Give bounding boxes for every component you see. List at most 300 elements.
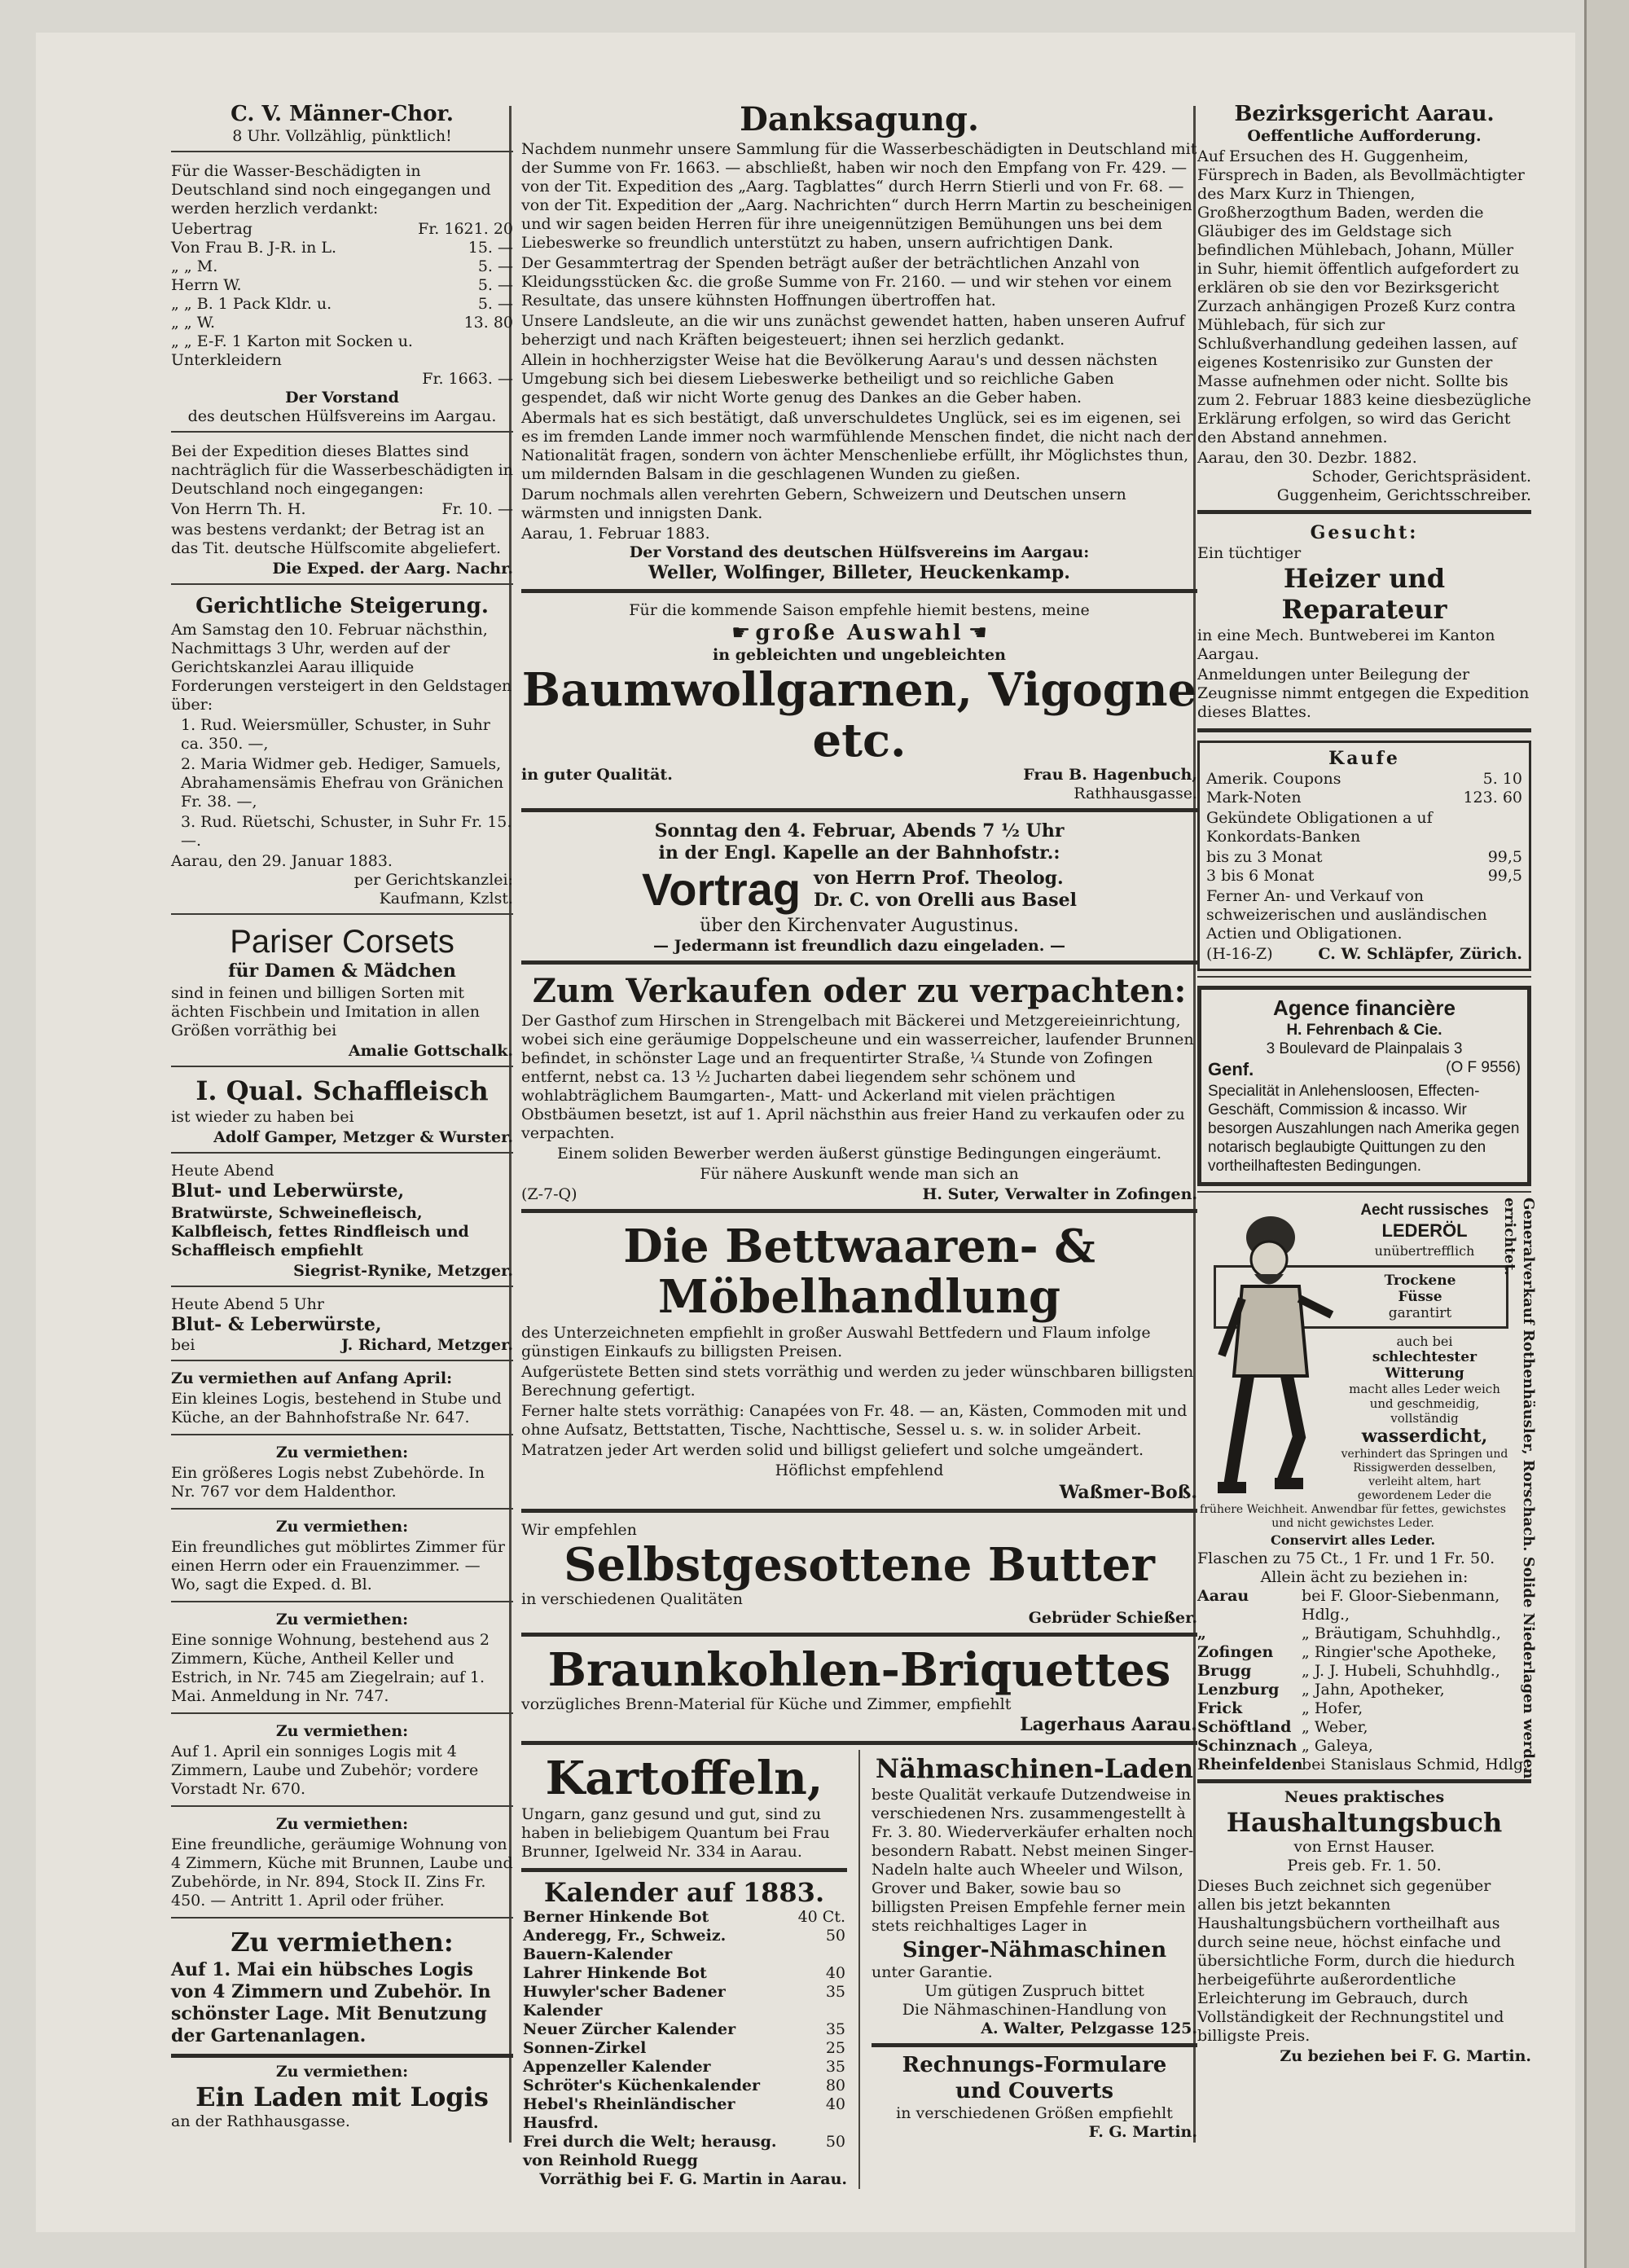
column-right <box>1197 98 1537 2066</box>
dealer-place: Brugg <box>1197 1662 1252 1680</box>
corsets-sig: Amalie Gottschalk. <box>348 1042 513 1060</box>
danksagung-sig1: Der Vorstand des deutschen Hülfsvereins im Aargau: <box>629 543 1090 561</box>
vermieten5-text: Auf 1. April ein sonniges Logis mit 4 Zimmern, Laube und Zubehör; vordere Vorstadt Nr. 670. <box>171 1743 479 1798</box>
spenden-intro: Für die Wasser-Beschädigten in Deutschland sind noch eingegangen und werden herzlich verdankt: <box>171 162 491 218</box>
naehmaschinen-p1: beste Qualität verkaufe Dutzendweise in verschiedenen Nrs. zusammengestellt à Fr. 3. 80. Wiederverkäufer erhalten noch besondern Rabatt. Nebst meinen Singer-Nadeln halte auch Wheeler und Wilson, Grover und Baker, sowie bau so billigsten Preisen Empfehle ferner mein stets reichhaltiges Lager in <box>872 1786 1194 1935</box>
bezirk-sub: Oeffentliche Aufforderung. <box>1247 127 1482 145</box>
steigerung-sig2: Kaufmann, Kzlst. <box>379 890 513 908</box>
kalender-label: Hebel's Rheinländischer Hausfrd. <box>523 2095 735 2132</box>
dealer-row <box>1197 1718 1531 1737</box>
bezirk-text: Auf Ersuchen des H. Guggenheim, Fürsprech in Baden, als Bevollmächtigter des Marx Kurz in Thiengen, Großherzogthum Baden, werden die Gläubiger des im Geldstage sich befindlichen Mühlebach, Johann, Müller in Suhr, hiemit öffentlich aufgefordert zu erklären ob sie den vor Bezirksgericht Zurzach anhängigen Prozeß Kurz contra Mühlebach, für sich zur Schlußverhandlung gedeihen lassen, auf eigenes Kostenrisiko zur Gunsten der Masse aufnehmen oder nicht. Sollte bis zum 2. Februar 1883 keine diesbezügliche Erklärung erfolgen, so wird das Gericht den Abstand annehmen. <box>1197 147 1531 446</box>
dealer-place: Rheinfelden <box>1197 1756 1303 1774</box>
vortrag-head <box>521 864 1197 915</box>
kaufe-row-value: 99,5 <box>1487 867 1522 885</box>
kalender-price: 80 <box>825 2077 845 2094</box>
steigerung-date: Aarau, den 29. Januar 1883. <box>171 852 393 870</box>
kaufe-box <box>1197 741 1531 971</box>
ad-verkaufen <box>521 969 1197 1213</box>
spenden-row-label: „ „ W. <box>171 314 216 332</box>
spenden-row-value: Fr. 1621. 20 <box>418 220 513 238</box>
vermieten7-text: Auf 1. Mai ein hübsches Logis von 4 Zimmern und Zubehör. In schönster Lage. Mit Benutzung der Gartenanlagen. <box>171 1959 491 2046</box>
kalender-row <box>521 2020 847 2039</box>
kaufe-row <box>1206 789 1522 807</box>
gesucht-pre: Ein tüchtiger <box>1197 544 1302 562</box>
kalender-label: Lahrer Hinkende Bot <box>523 1964 707 1982</box>
gesucht-title: Gesucht: <box>1310 522 1419 543</box>
gesucht-text: in eine Mech. Buntweberei im Kanton Aargau. <box>1197 626 1495 663</box>
vermieten8-text: an der Rathhausgasse. <box>171 2112 350 2130</box>
spenden-row-value: 5. — <box>477 276 513 294</box>
lederoel-price: Flaschen zu 75 Ct., 1 Fr. und 1 Fr. 50. <box>1197 1549 1495 1567</box>
split-rule <box>858 1750 860 2189</box>
steigerung-title: Gerichtliche Steigerung. <box>195 594 489 618</box>
vermieten2-title: Zu vermiethen: <box>275 1444 409 1461</box>
kalender-price: 40 <box>825 1964 845 1982</box>
page-edge <box>1584 0 1629 2268</box>
agence-firm: H. Fehrenbach & Cie. <box>1286 1022 1442 1039</box>
danksagung-p6: Darum nochmals allen verehrten Gebern, Schweizern und Deutschen unsern wärmsten und innigsten Dank. <box>521 486 1126 522</box>
lederoel-body2: schlechtester Witterung <box>1372 1349 1478 1382</box>
kalender-row <box>521 2058 847 2077</box>
haushalt-by: von Ernst Hauser. <box>1293 1838 1435 1856</box>
blutwurst2-text: bei <box>171 1336 195 1354</box>
verkaufen-footer <box>521 1185 1197 1204</box>
column-middle <box>521 98 1197 2189</box>
ad-vermieten-7 <box>171 1923 513 2058</box>
baumwolle-sig: Frau B. Hagenbuch, <box>1023 766 1197 784</box>
lederoel-badge2: Füsse <box>1398 1289 1442 1305</box>
kaufe-row-value: 123. 60 <box>1463 789 1522 807</box>
ad-vortrag <box>521 817 1197 965</box>
naehmaschinen-sig: A. Walter, Pelzgasse 125. <box>981 2020 1197 2037</box>
bezirk-sig1: Schoder, Gerichtspräsident. <box>1311 468 1531 486</box>
pointing-hand-right-icon: ☛ <box>731 621 751 645</box>
lederoel-badge1: Trockene <box>1384 1272 1456 1289</box>
ad-blutwurst-2 <box>171 1292 513 1361</box>
blutwurst2-title: Blut- & Leberwürste, <box>171 1314 382 1335</box>
vermieten8-title: Zu vermiethen: <box>275 2063 409 2081</box>
naehmaschinen-big: Singer-Nähmaschinen <box>902 1938 1167 1963</box>
bettwaaren-sig: Waßmer-Boß. <box>1059 1482 1197 1503</box>
kalender-row <box>521 2077 847 2095</box>
steigerung-item: 3. Rud. Rüetschi, Schuster, in Suhr Fr. 15. —. <box>181 813 512 850</box>
vortrag-by1: von Herrn Prof. Theolog. <box>814 868 1064 889</box>
ad-corsets <box>171 920 513 1067</box>
spenden-sig2: des deutschen Hülfsvereins im Aargau. <box>187 407 497 425</box>
vermieten4-title: Zu vermiethen: <box>275 1611 409 1628</box>
pointing-hand-left-icon: ☚ <box>968 621 987 645</box>
dealer-place: Schöftland <box>1197 1718 1292 1736</box>
ad-vermieten-2 <box>171 1440 513 1510</box>
blutwurst2-pre: Heute Abend 5 Uhr <box>171 1295 324 1313</box>
ad-haushalt <box>1197 1788 1531 2066</box>
butter-pre: Wir empfehlen <box>521 1521 637 1539</box>
kalender-row <box>521 1964 847 1983</box>
kaufe-row <box>1206 867 1522 886</box>
spenden-row-label: „ „ E-F. 1 Karton mit Socken u. Unterkleidern <box>171 332 413 369</box>
bettwaaren-title: Die Bettwaaren- & Möbelhandlung <box>623 1220 1096 1324</box>
spenden-row <box>171 295 513 314</box>
kalender-price: 50 <box>825 1927 845 1945</box>
kalender-label: Sonnen-Zirkel <box>523 2039 647 2057</box>
kalender-label: Berner Hinkende Bot <box>523 1908 709 1926</box>
ad-butter <box>521 1518 1197 1637</box>
expedition-text: Bei der Expedition dieses Blattes sind nachträglich für die Wasserbeschädigten in Deutschland noch eingegangen: <box>171 442 513 498</box>
expedition-row-label: Von Herrn Th. H. <box>171 500 306 518</box>
kalender-label: Frei durch die Welt; herausg. von Reinhold Ruegg <box>523 2133 777 2169</box>
gesucht-text2: Anmeldungen unter Beilegung der Zeugnisse nimmt entgegen die Expedition dieses Blattes. <box>1197 666 1530 721</box>
ad-steigerung <box>171 590 513 915</box>
ad-vermieten-8 <box>171 2063 513 2131</box>
dealer-place: Lenzburg <box>1197 1681 1280 1699</box>
ad-blutwurst-1 <box>171 1158 513 1287</box>
vortrag-topic: über den Kirchenvater Augustinus. <box>700 916 1019 936</box>
spenden-row-value: 13. 80 <box>463 314 513 332</box>
kalender-price: 35 <box>825 2058 845 2076</box>
spenden-row-value: 5. — <box>477 257 513 275</box>
vermieten3-title: Zu vermiethen: <box>275 1518 409 1536</box>
dealer-row <box>1197 1624 1531 1643</box>
naehmaschinen-p2: unter Garantie. <box>872 1963 993 1981</box>
agence-city: Genf. <box>1208 1059 1254 1079</box>
kaufe-row-label: 3 bis 6 Monat <box>1206 867 1315 885</box>
dealer-name: „ Bräutigam, Schuhhdlg., <box>1302 1624 1501 1642</box>
vermieten6-text: Eine freundliche, geräumige Wohnung von 4 Zimmern, Küche mit Brunnen, Laube und Zubehörde, in Nr. 894, Stock II. Zins Fr. 450. — Antritt 1. April oder früher. <box>171 1835 513 1910</box>
rechnungs-text: in verschiedenen Größen empfiehlt <box>896 2104 1173 2122</box>
vermieten2-text: Ein größeres Logis nebst Zubehörde. In Nr. 767 vor dem Haldenthor. <box>171 1464 485 1501</box>
agence-code: (O F 9556) <box>1446 1059 1521 1076</box>
schaffleisch-sig: Adolf Gamper, Metzger & Wurster. <box>213 1128 513 1146</box>
rechnungs-title2: und Couverts <box>955 2079 1113 2103</box>
agence-text: Specialität in Anlehensloosen, Effecten-Geschäft, Commission & incasso. Wir besorgen Auszahlungen nach Amerika gegen notarisch beglaubigte Quittungen zu den vortheilhaftesten Bedingungen. <box>1208 1083 1520 1175</box>
ad-vermieten-4 <box>171 1607 513 1714</box>
briquettes-text: vorzügliches Brenn-Material für Küche und Zimmer, empfiehlt <box>521 1695 1012 1713</box>
lederoel-badge3: garantirt <box>1388 1305 1452 1321</box>
ad-danksagung <box>521 98 1197 593</box>
haushalt-title: Haushaltungsbuch <box>1226 1807 1503 1838</box>
bettwaaren-p2: Aufgerüstete Betten sind stets vorräthig und werden zu jeder wünschbaren billigsten Berechnung gefertigt. <box>521 1363 1194 1400</box>
butter-sig: Gebrüder Schießer. <box>1028 1609 1197 1627</box>
baumwolle-footer <box>521 766 1197 785</box>
verkaufen-p2: Einem soliden Bewerber werden äußerst günstige Bedingungen eingeräumt. <box>557 1145 1161 1163</box>
naehmaschinen-p4: Die Nähmaschinen-Handlung von <box>902 2001 1167 2019</box>
dealer-place: Aarau <box>1197 1587 1249 1605</box>
spenden-row-label: „ „ M. <box>171 257 218 275</box>
corsets-sub: für Damen & Mädchen <box>228 960 456 982</box>
dealer-name: „ Hofer, <box>1302 1699 1363 1717</box>
ad-lederoel <box>1197 1198 1537 1783</box>
steigerung-item: 1. Rud. Weiersmüller, Schuster, in Suhr ca. 350. —, <box>181 716 490 753</box>
danksagung-p5: Abermals hat es sich bestätigt, daß unverschuldetes Unglück, sei es im eigenen, sei es im fremden Lande immer noch warmfühlende Menschen findet, die nicht nach der Nationalität fragen, sondern von ächter Menschenliebe erfüllt, ihr Möglichstes thun, um mildernden Balsam in die geschlagenen Wunden zu gießen. <box>521 409 1193 483</box>
vermieten5-title: Zu vermiethen: <box>275 1722 409 1740</box>
blutwurst2-line <box>171 1336 513 1355</box>
ad-vermieten-1 <box>171 1366 513 1435</box>
dealer-name: „ Weber, <box>1302 1718 1368 1736</box>
kalender-price: 40 Ct. <box>797 1908 845 1926</box>
kaufe-list-2 <box>1206 848 1522 886</box>
spenden-row-label: „ „ B. 1 Pack Kldr. u. <box>171 295 332 313</box>
dealer-place: Schinznach <box>1197 1737 1297 1755</box>
baumwolle-big: große Auswahl <box>755 621 964 645</box>
naehmaschinen-title: Nähmaschinen-Laden <box>875 1753 1194 1784</box>
baumwolle-title: Baumwollgarnen, Vigogne etc. <box>521 663 1197 767</box>
column-left <box>171 98 513 2131</box>
dealer-row <box>1197 1756 1531 1774</box>
lederoel-side: Generalverkauf Rothenhäusler, Rorschach. Solide Niederlagen werden errichtet. <box>1501 1198 1537 1779</box>
spenden-row <box>171 257 513 276</box>
dealer-place: Frick <box>1197 1699 1243 1717</box>
ad-vermieten-6 <box>171 1812 513 1919</box>
steigerung-text: Am Samstag den 10. Februar nächsthin, Nachmittags 3 Uhr, werden auf der Gerichtskanzlei Aarau illiquide Forderungen versteigert in den Geldstagen über: <box>171 621 512 714</box>
dealer-row <box>1197 1643 1531 1662</box>
rechnungs-title1: Rechnungs-Formulare <box>902 2053 1167 2077</box>
baumwolle-sub: in gebleichten und ungebleichten <box>713 646 1006 664</box>
lederoel-head1: Aecht russisches <box>1360 1202 1489 1219</box>
peasant-figure-illustration <box>1197 1201 1336 1502</box>
spenden-row <box>171 276 513 295</box>
ad-kartoffeln <box>521 1750 847 1872</box>
gesucht-big: Heizer und Reparateur <box>1281 563 1447 625</box>
dealer-row <box>1197 1699 1531 1718</box>
blutwurst1-title: Blut- und Leberwürste, <box>171 1180 405 1202</box>
danksagung-p1: Nachdem nunmehr unsere Sammlung für die Wasserbeschädigten in Deutschland mit der Summe von Fr. 1663. — abschließt, haben wir noch den Empfang von Fr. 429. — von der Tit. Expedition des „Aarg. Tagblattes“ durch Herrn Stierli und von Fr. 68. — von der Tit. Expedition der „Aarg. Nachrichten“ durch Herrn Martin zu bescheinigen und wir sagen beiden Herren für ihre uneigennützigen Bemühungen uns bei dem Liebeswerke so freundlich unterstützt zu haben, unsern aufrichtigen Dank. <box>521 140 1197 252</box>
danksagung-p4: Allein in hochherzigster Weise hat die Bevölkerung Aarau's und dessen nächsten Umgebung sich bei diesem Liebeswerke betheiligt und so reichliche Gaben gespendet, daß wir nicht Worte genug des Dankes an die Geber haben. <box>521 351 1158 407</box>
spenden-list <box>171 220 513 370</box>
butter-text: in verschiedenen Qualitäten <box>521 1590 743 1608</box>
kalender-price: 35 <box>825 1983 845 2001</box>
spenden-row <box>171 332 513 370</box>
kaufe-text: Gekündete Obligationen a uf Konkordats-Banken <box>1206 809 1433 846</box>
baumwolle-head <box>521 620 1197 646</box>
spenden-row <box>171 239 513 257</box>
kalender-row <box>521 1983 847 2020</box>
bezirk-date: Aarau, den 30. Dezbr. 1882. <box>1197 449 1417 467</box>
lederoel-body <box>1197 1201 1531 1549</box>
ad-spenden <box>171 157 513 433</box>
vermieten4-text: Eine sonnige Wohnung, bestehend aus 2 Zimmern, Küche, Antheil Keller und Estrich, in Nr. 745 am Ziegelrain; auf 1. Mai. Anmeldung in Nr. 747. <box>171 1631 490 1705</box>
lederoel-body5: verhindert das Springen und Rissigwerden desselben, verleiht altem, hart gewordenem Leder die frühere Weichheit. Anwendbar für fettes, gewichstes und nicht gewichstes Leder. <box>1200 1448 1508 1530</box>
dealer-name: „ Ringier'sche Apotheke, <box>1302 1643 1497 1661</box>
dealer-row <box>1197 1662 1531 1681</box>
bettwaaren-p1: des Unterzeichneten empfiehlt in großer Auswahl Bettfedern und Flaum infolge günstigen Einkaufs zu billigsten Preisen. <box>521 1324 1151 1360</box>
spenden-row-label: Von Frau B. J-R. in L. <box>171 239 337 257</box>
kalender-label: Schröter's Küchenkalender <box>523 2077 760 2094</box>
vermieten6-title: Zu vermiethen: <box>275 1815 409 1833</box>
baumwolle-pre: Für die kommende Saison empfehle hiemit bestens, meine <box>629 601 1090 619</box>
spenden-row <box>171 220 513 239</box>
danksagung-title: Danksagung. <box>740 100 979 138</box>
lederoel-dealers <box>1197 1587 1531 1774</box>
bettwaaren-p3: Ferner halte stets vorräthig: Canapées von Fr. 48. — an, Kästen, Commoden mit und ohne Aufsatz, Bettstatten, Tische, Nachttische, Sessel u. s. w. in solider Arbeit. <box>521 1402 1188 1439</box>
lederoel-body6: Conservirt alles Leder. <box>1270 1532 1436 1548</box>
kalender-label: Neuer Zürcher Kalender <box>523 2020 736 2038</box>
butter-title: Selbstgesottene Butter <box>564 1538 1155 1592</box>
dealer-row <box>1197 1737 1531 1756</box>
ad-baumwolle <box>521 598 1197 812</box>
danksagung-p3: Unsere Landsleute, an die wir uns zunächst gewendet hatten, haben unseren Aufruf beherzigt und nach Kräften beigesteuert; ihnen sei herzlich gedankt. <box>521 312 1185 349</box>
baumwolle-sig2: Rathhausgasse. <box>1074 785 1197 802</box>
verkaufen-p1: Der Gasthof zum Hirschen in Strengelbach mit Bäckerei und Metzgereieinrichtung, wobei sich eine geräumige Doppelscheune und ein wasserreicher, laufender Brunnen befindet, in schönster Lage und an frequentirter Straße, ¼ Stunde von Zofingen entfernt, nebst ca. 13 ½ Jucharten dabei liegendem sehr schönem und wohlabträglichem Baumgarten-, Matt- und Ackerland mit vielen prächtigen Obstbäumen besetzt, ist auf 1. April nächsthin aus freier Hand zu verkaufen oder zu verpachten. <box>521 1012 1194 1142</box>
bettwaaren-p5: Höflichst empfehlend <box>775 1461 944 1479</box>
ad-expedition <box>171 437 513 585</box>
vortrag-by <box>814 868 1077 912</box>
haushalt-price: Preis geb. Fr. 1. 50. <box>1287 1857 1442 1875</box>
vermieten8-big: Ein Laden mit Logis <box>195 2081 489 2112</box>
spenden-row-value: 15. — <box>468 239 513 257</box>
bettwaaren-p4: Matratzen jeder Art werden solid und billigst geliefert und solche umgeändert. <box>521 1441 1144 1459</box>
vermieten3-text: Ein freundliches gut möblirtes Zimmer für einen Herrn oder ein Frauenzimmer. — Wo, sagt die Exped. d. Bl. <box>171 1538 505 1593</box>
expedition-row <box>171 500 513 519</box>
dealer-name: bei F. Gloor-Siebenmann, Hdlg., <box>1302 1587 1500 1624</box>
kaufe-text2: Ferner An- und Verkauf von schweizerischen und ausländischen Actien und Obligationen. <box>1206 887 1487 943</box>
split-left <box>521 1750 847 2189</box>
briquettes-sig: Lagerhaus Aarau. <box>1020 1714 1197 1735</box>
kalender-row <box>521 2133 847 2170</box>
blutwurst1-sig: Siegrist-Rynike, Metzger. <box>293 1262 513 1280</box>
dealer-place: Zofingen <box>1197 1643 1274 1661</box>
briquettes-title: Braunkohlen-Briquettes <box>547 1643 1171 1697</box>
bezirk-title: Bezirksgericht Aarau. <box>1234 102 1495 126</box>
kaufe-footer <box>1206 945 1522 964</box>
ad-schaffleisch <box>171 1072 513 1154</box>
ad-bezirksgericht <box>1197 98 1531 514</box>
kaufe-row-value: 5. 10 <box>1482 770 1522 788</box>
spenden-sig1: Der Vorstand <box>285 389 399 407</box>
maennerchor-title: C. V. Männer-Chor. <box>231 102 454 126</box>
kalender-table <box>521 1908 847 2170</box>
kaufe-row-label: Mark-Noten <box>1206 789 1302 807</box>
kaufe-code: (H-16-Z) <box>1206 945 1273 963</box>
rechnungs-sig: F. G. Martin. <box>1088 2123 1197 2141</box>
verkaufen-p3: Für nähere Auskunft wende man sich an <box>700 1165 1019 1183</box>
split-right <box>872 1750 1197 2189</box>
vortrag-note: — Jedermann ist freundlich dazu eingeladen. — <box>653 937 1065 955</box>
kalender-row <box>521 1927 847 1964</box>
dealer-name: „ Jahn, Apotheker, <box>1302 1681 1445 1699</box>
kalender-price: 25 <box>825 2039 845 2057</box>
kaufe-row-label: Amerik. Coupons <box>1206 770 1341 788</box>
ad-briquettes <box>521 1642 1197 1745</box>
ad-kaufe <box>1197 737 1531 978</box>
kaufe-row-label: bis zu 3 Monat <box>1206 848 1323 866</box>
spenden-total: Fr. 1663. — <box>422 370 513 388</box>
kalender-row <box>521 2039 847 2058</box>
dealer-place: „ <box>1197 1624 1206 1642</box>
lederoel-body3: macht alles Leder weich und geschmeidig, vollständig <box>1349 1382 1500 1426</box>
haushalt-text: Dieses Buch zeichnet sich gegenüber allen bis jetzt bekannten Haushaltungsbüchern vortheilhaft aus durch seine neue, höchst einfache und übersichtliche Form, durch die hiedurch herbeigeführte außerordentliche Erleichterung im Gebrauch, durch Vollständigkeit der Rechnungstitel und billigste Preis. <box>1197 1877 1515 2045</box>
vermieten1-text: Ein kleines Logis, bestehend in Stube und Küche, an der Bahnhofstraße Nr. 647. <box>171 1390 502 1426</box>
kartoffeln-title: Kartoffeln, <box>545 1752 823 1805</box>
ad-agence <box>1197 982 1531 1193</box>
kaufe-sig: C. W. Schläpfer, Zürich. <box>1318 945 1522 963</box>
ad-bettwaaren <box>521 1218 1197 1513</box>
blutwurst1-text: Bratwürste, Schweinefleisch, Kalbfleisch, fettes Rindfleisch und Schaffleisch empfiehlt <box>171 1204 469 1259</box>
maennerchor-sub: 8 Uhr. Vollzählig, pünktlich! <box>232 127 452 145</box>
corsets-text: sind in feinen und billigen Sorten mit ächten Fischbein und Imitation in allen Größen vorräthig bei <box>171 984 480 1040</box>
dealer-row <box>1197 1681 1531 1699</box>
ad-kalender <box>521 1877 847 2189</box>
ad-naehmaschinen <box>872 1750 1197 2047</box>
schaffleisch-title: I. Qual. Schaffleisch <box>195 1075 489 1106</box>
steigerung-item: 2. Maria Widmer geb. Hediger, Samuels, Abrahamensämis Ehefrau von Gränichen Fr. 38. —, <box>181 755 504 811</box>
kalender-price: 40 <box>825 2095 845 2113</box>
kalender-price: 50 <box>825 2133 845 2151</box>
vortrag-line2: in der Engl. Kapelle an der Bahnhofstr.: <box>658 842 1060 864</box>
kalender-price: 35 <box>825 2020 845 2038</box>
kalender-title: Kalender auf 1883. <box>543 1877 825 1908</box>
agence-title: Agence financière <box>1273 996 1456 1020</box>
kalender-sig: Vorräthig bei F. G. Martin in Aarau. <box>539 2170 847 2188</box>
dealer-name: „ Galeya, <box>1302 1737 1373 1755</box>
agence-cityline <box>1208 1058 1521 1080</box>
danksagung-p2: Der Gesammtertrag der Spenden beträgt außer der beträchtlichen Anzahl von Kleidungsstücken &c. die große Summe von Fr. 2160. — und wir stehen vor einem Resultate, das unsere kühnsten Hoffnungen übertroffen hat. <box>521 254 1172 310</box>
vermieten1-title: Zu vermiethen auf Anfang April: <box>171 1369 453 1387</box>
vortrag-by2: Dr. C. von Orelli aus Basel <box>814 890 1077 911</box>
spenden-row-value: 5. — <box>477 295 513 313</box>
kaufe-list <box>1206 770 1522 807</box>
steigerung-sig1: per Gerichtskanzlei: <box>353 871 513 889</box>
baumwolle-left: in guter Qualität. <box>521 766 673 784</box>
split-bottom <box>521 1750 1197 2189</box>
kaufe-row <box>1206 770 1522 789</box>
kaufe-title: Kaufe <box>1328 748 1400 769</box>
spenden-row-label: Uebertrag <box>171 220 252 238</box>
haushalt-sig: Zu beziehen bei F. G. Martin. <box>1280 2047 1531 2065</box>
vortrag-title: Vortrag <box>642 864 801 915</box>
danksagung-sig2: Weller, Wolfinger, Billeter, Heuckenkamp. <box>648 562 1070 583</box>
steigerung-list <box>171 716 513 850</box>
verkaufen-sig: H. Suter, Verwalter in Zofingen. <box>922 1185 1197 1203</box>
ad-gesucht <box>1197 519 1531 732</box>
ad-rechnungs <box>872 2052 1197 2142</box>
lederoel-body4: wasserdicht, <box>1361 1426 1488 1447</box>
kalender-label: Huwyler'scher Badener Kalender <box>523 1983 726 2020</box>
kaufe-row <box>1206 848 1522 867</box>
danksagung-date: Aarau, 1. Februar 1883. <box>521 525 710 543</box>
ad-vermieten-5 <box>171 1719 513 1807</box>
dealer-name: bei Stanislaus Schmid, Hdlg. <box>1302 1756 1529 1774</box>
kalender-label: Anderegg, Fr., Schweiz. Bauern-Kalender <box>523 1927 727 1963</box>
dealer-name: „ J. J. Hubeli, Schuhhdlg., <box>1302 1662 1500 1680</box>
bezirk-sig2: Guggenheim, Gerichtsschreiber. <box>1276 486 1531 504</box>
kaufe-row-value: 99,5 <box>1487 848 1522 866</box>
kalender-label: Appenzeller Kalender <box>523 2058 711 2076</box>
lederoel-head2: LEDERÖL <box>1381 1220 1468 1241</box>
kalender-row <box>521 1908 847 1927</box>
haushalt-pre: Neues praktisches <box>1284 1788 1445 1806</box>
agence-addr: 3 Boulevard de Plainpalais 3 <box>1266 1040 1463 1057</box>
spenden-row-label: Herrn W. <box>171 276 242 294</box>
vermieten7-title: Zu vermiethen: <box>231 1927 454 1958</box>
kartoffeln-text: Ungarn, ganz gesund und gut, sind zu haben in beliebigem Quantum bei Frau Brunner, Igelweid Nr. 334 in Aarau. <box>521 1805 830 1861</box>
blutwurst1-pre: Heute Abend <box>171 1162 274 1180</box>
corsets-title: Pariser Corsets <box>230 924 454 960</box>
naehmaschinen-p3: Um gütigen Zuspruch bittet <box>924 1982 1144 2000</box>
ad-vermieten-3 <box>171 1514 513 1602</box>
ad-maennerchor <box>171 98 513 152</box>
vortrag-line1: Sonntag den 4. Februar, Abends 7 ½ Uhr <box>654 820 1065 842</box>
expedition-text2: was bestens verdankt; der Betrag ist an das Tit. deutsche Hülfscomite abgeliefert. <box>171 521 502 557</box>
kalender-row <box>521 2095 847 2133</box>
spenden-row <box>171 314 513 332</box>
agence-box <box>1197 986 1531 1186</box>
schaffleisch-text: ist wieder zu haben bei <box>171 1108 354 1126</box>
blutwurst2-sig: J. Richard, Metzger. <box>341 1336 513 1354</box>
verkaufen-code: (Z-7-Q) <box>521 1185 577 1203</box>
expedition-row-value: Fr. 10. — <box>441 500 513 518</box>
lederoel-head3: unübertrefflich <box>1374 1243 1475 1259</box>
dealer-row <box>1197 1587 1531 1624</box>
